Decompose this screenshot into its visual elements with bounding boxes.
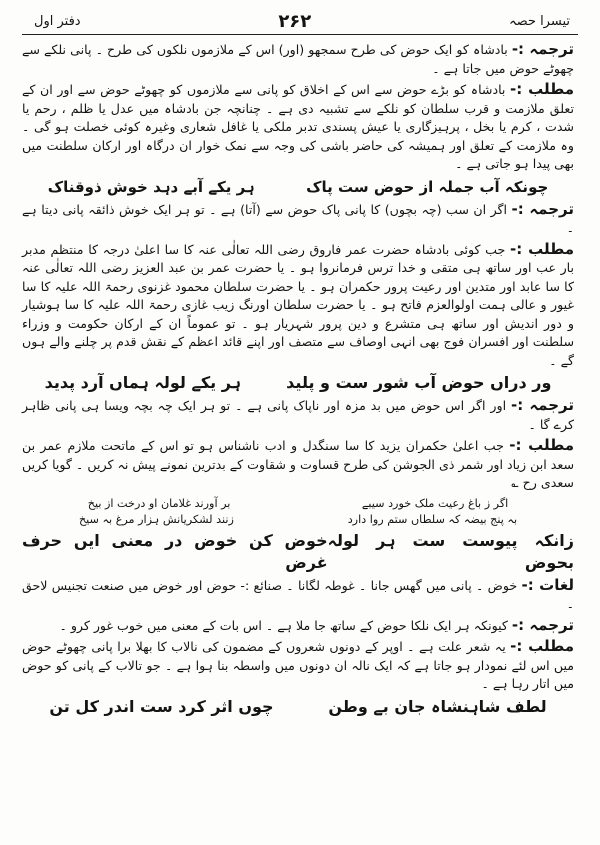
explanation-label: مطلب :- [509,239,574,258]
couplet-first-hemistich: بہ پنج بیضہ کہ سلطاں ستم روا دارد [347,512,518,526]
verse-first-hemistich: لطف شاہنشاہ جان بے وطن [328,696,547,716]
vocabulary-label: لغات :- [521,575,574,594]
persian-verse [22,696,574,718]
explanation-paragraph [22,80,574,174]
translation-text: اور اگر اس حوض میں بد مزہ اور ناپاک پانی ہے ۔ تو ہر ایک چہ بچہ ویسا ہی پانی ظاہر کرے گا ۔ [22,398,574,432]
quoted-couplets [22,496,574,528]
translation-label: ترجمہ :- [511,199,574,218]
header-right-title: تیسرا حصہ [509,13,570,29]
translation-text: اگر ان سب (چہ بچوں) کا پانی پاک حوض سے (آتا) ہے ۔ تو ہر ایک خوش ذائقہ پانی دیتا ہے ۔ [22,201,574,235]
verse-second-hemistich: چوں اثر کرد ست اندر کل تن [49,696,274,716]
translation-label: ترجمہ :- [511,396,574,414]
verse-second-hemistich: ہر یکے آبے دہد خوش ذوقناک [47,177,255,196]
translation-text: کیونکہ ہر ایک نلکا حوض کے ساتھ جا ملا ہے ۔ اس بات کے معنی میں خوب غور کرو ۔ [59,617,508,633]
couplet-second-hemistich: زنند لشکریانش ہزار مرغ بہ سیخ [78,512,234,526]
translation-paragraph [22,40,574,78]
explanation-label: مطلب :- [509,436,574,454]
persian-verse [22,530,574,574]
translation-paragraph [22,396,574,434]
page-body [22,40,574,720]
explanation-label: مطلب :- [510,80,574,98]
couplet-line [22,512,574,528]
verse-second-hemistich: ہر یکے لولہ ہماں آرد پدید [44,373,242,392]
page-number: ۲۶۲ [278,10,312,32]
verse-first-hemistich: چونکہ آب جملہ از حوض ست پاک [306,177,549,196]
translation-label: ترجمہ :- [511,40,574,58]
verse-first-hemistich: زانکہ پیوست ست ہر لولہ بحوض [327,530,574,572]
translation-paragraph [22,200,574,238]
verse-first-hemistich: ور دراں حوض آب شور ست و پلید [286,373,552,392]
couplet-second-hemistich: بر آورند غلامان او درخت از بیخ [87,496,231,510]
header-rule [22,34,578,35]
translation-label: ترجمہ :- [511,615,574,634]
header-left-title: دفتر اول [34,13,81,29]
explanation-text: جب کوئی بادشاہ حضرت عمر فاروق رضی اللہ تعالٰی عنہ کا سا اعلیٰ درجہ کا منتظم مدبر بار عب اور ساتھ ہی متقی و خدا ترس فرمانروا ہو ۔ یا حضرت عمر بن عبد العزیز رضی اللہ تعالٰی عنہ کا سا عابد اور متدین اور رعیت پرور حکمران ہو ۔ یا حضرت سلطان محمود غزنوی رحمۃ اللہ علیہ کا سا غیور و عالی ہمت اولوالعزم فاتح ہو ۔ یا حضرت سلطان اورنگ زیب غازی رحمۃ اللہ علیہ کا سا ہوشیار و دور اندیش اور ساتھ ہی متشرع و دین پرور شہریار ہو ۔ تو عموماً ان کے ارکان حکومت و وزراء سلطنت اور افسران فوج بھی انہی اوصاف سے متصف اور اپنے قائد اعظم کے نقش قدم پر چلنے والے ہوں گے ۔ [22,241,574,368]
explanation-text: یہ شعر علت ہے ۔ اوپر کے دونوں شعروں کے مضمون کی نالاب کا بھلا برا پانی چھوٹے حوض میں اس لئے نمودار ہو جاتا ہے کہ ایک نالہ ان دونوں میں واسطہ بنا ہوا ہے ۔ جو تالاب کے پانی کو حوض میں اتار رہا ہے ۔ [22,639,574,691]
explanation-paragraph [22,436,574,493]
translation-text: بادشاہ کو ایک حوض کی طرح سمجھو (اور) اس کے ملازموں نلکوں کی طرح ۔ پانی نلکے سے چھوٹے حوض میں جاتا ہے ۔ [22,42,574,76]
persian-verse [22,176,574,198]
page-header [34,8,570,34]
explanation-text: بادشاہ کو بڑے حوض سے اس کے اخلاق کو پانی سے ملازموں کو چھوٹے حوض سے اور ان کے تعلق ملازمت و قرب سلطان کو نلکے سے تشبیہ دی ہے ۔ چنانچہ جن بادشاہ میں عدل یا ظلم ، رحم یا شدت ، کرم یا بخل ، پرہیزگاری یا عیش پسندی تدبر ملکی یا غافل شعاری وغیرہ کوئی خصلت ہو گی ۔ وہ ملازمت کے تعلق اور ہمیشہ کی حاضر باشی کی وجہ سے نمک خوار ان درگاہ اور ارکان سلطنت میں بھی پیدا ہو جاتی ہے ۔ [22,82,574,171]
couplet-first-hemistich: اگر ز باغ رعیت ملک خورد سیبے [361,496,509,510]
explanation-paragraph [22,637,574,694]
persian-verse [22,372,574,394]
explanation-text: جب اعلیٰ حکمران یزید کا سا سنگدل و ادب ناشناس ہو تو اس کے ماتحت ملازم عمر بن سعد ابن زیاد اور شمر ذی الجوشن کی طرح قساوت و شقاوت کے بدترین نمونے پیش نہ کریں ۔ گویا کریں سعدی رح ؎ [22,438,574,490]
vocabulary-text: خوض ۔ پانی میں گھس جانا ۔ غوطہ لگانا ۔ صنائع :- حوض اور خوض میں صنعت تجنیس لاحق ۔ [22,577,574,611]
vocabulary-paragraph [22,576,574,614]
verse-second-hemistich: خوض کن خوض در معنی ایں حرف غرض [22,530,328,572]
explanation-paragraph [22,240,574,371]
couplet-line [22,496,574,512]
translation-paragraph [22,616,574,636]
explanation-label: مطلب :- [510,637,574,655]
